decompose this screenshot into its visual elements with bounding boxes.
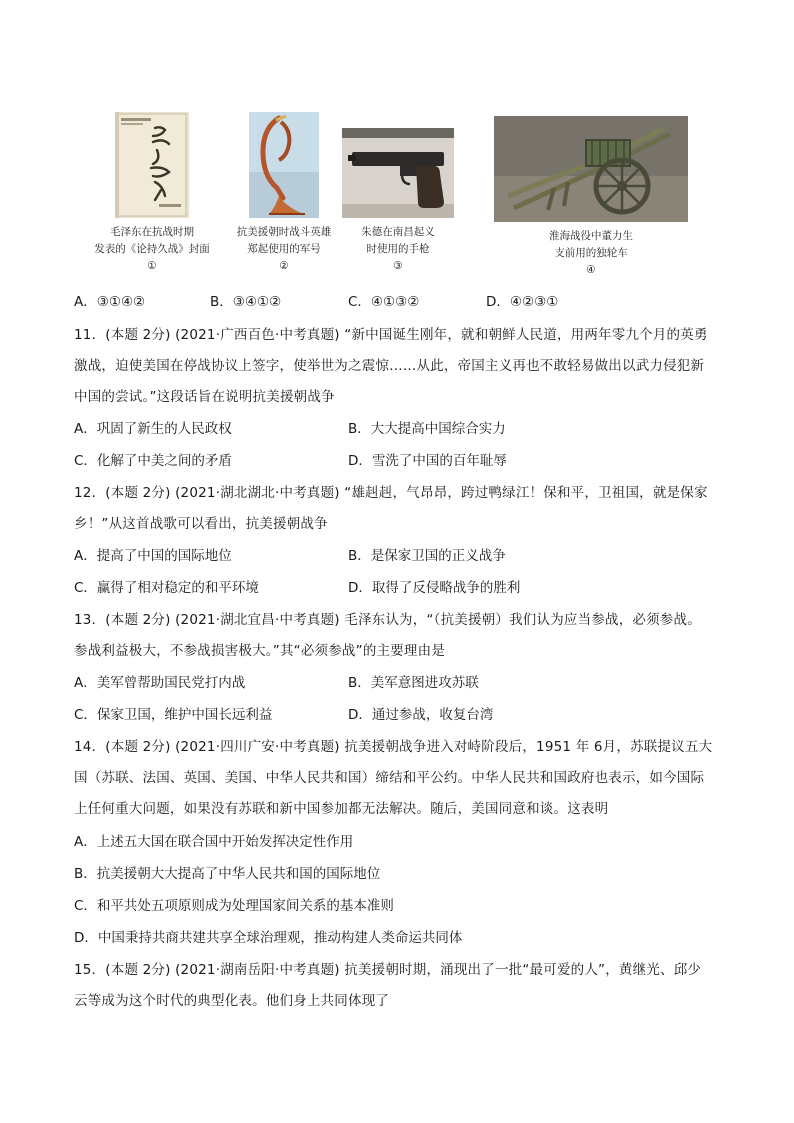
figure-4-caption-line2: 支前用的独轮车 — [554, 247, 628, 259]
q11-option-c[interactable]: C．化解了中美之间的矛盾 — [74, 453, 232, 469]
q11-stem-line1: 11．(本题 2分) (2021·广西百色·中考真题) “新中国诞生刚年，就和朝鲜人民道，用两年零九个月的英勇 — [74, 327, 708, 343]
figure-2-caption-line2: 郑起使用的军号 — [247, 243, 321, 255]
q11-stem-line2: 激战，迫使美国在停战协议上签字，使举世为之震惊……从此，帝国主义再也不敢轻易做出以武力侵犯新 — [74, 358, 705, 374]
figure-3 — [342, 112, 454, 275]
figure-4-marker: ④ — [586, 264, 596, 276]
q10-option-a[interactable]: A．③①④② — [74, 294, 146, 310]
q15-stem-line1: 15．(本题 2分) (2021·湖南岳阳·中考真题) 抗美援朝时期，涌现出了一批“最可爱的人”，黄继光、邱少 — [74, 962, 702, 978]
q11-option-d[interactable]: D．雪洗了中国的百年耻辱 — [348, 453, 507, 469]
q12-option-a[interactable]: A．提高了中国的国际地位 — [74, 548, 232, 564]
q12-option-b[interactable]: B．是保家卫国的正义战争 — [348, 548, 506, 564]
q13-option-b[interactable]: B．美军意图进攻苏联 — [348, 675, 479, 691]
figure-1-marker: ① — [147, 260, 157, 272]
book-cover-image — [115, 112, 189, 218]
q13-option-d[interactable]: D．通过参战，收复台湾 — [348, 707, 494, 723]
figure-1-caption-line1: 毛泽东在抗战时期 — [110, 226, 194, 238]
q12-option-d[interactable]: D．取得了反侵略战争的胜利 — [348, 580, 521, 596]
figure-1 — [86, 112, 218, 275]
q10-option-c[interactable]: C．④①③② — [348, 294, 420, 310]
q13-stem-line2: 参战利益极大，不参战损害极大。”其“必须参战”的主要理由是 — [74, 643, 446, 659]
q12-stem-line2: 乡！”从这首战歌可以看出，抗美援朝战争 — [74, 516, 328, 532]
figure-2-caption-line1: 抗美援朝时战斗英雄 — [236, 226, 332, 238]
figure-3-caption-line2: 时使用的手枪 — [366, 243, 430, 255]
figure-1-caption-line2: 发表的《论持久战》封面 — [94, 243, 210, 255]
q13-option-a[interactable]: A．美军曾帮助国民党打内战 — [74, 675, 246, 691]
q14-stem-line3: 上任何重大问题，如果没有苏联和新中国参加都无法解决。随后，美国同意和谈。这表明 — [74, 801, 609, 817]
bugle-image — [249, 112, 319, 218]
figure-4-caption-line1: 淮海战役中董力生 — [549, 230, 633, 242]
q10-option-d[interactable]: D．④②③① — [486, 294, 559, 310]
q11-option-a[interactable]: A．巩固了新生的人民政权 — [74, 421, 232, 437]
q13-option-c[interactable]: C．保家卫国，维护中国长远利益 — [74, 707, 273, 723]
figure-3-marker: ③ — [393, 260, 403, 272]
q11-option-b[interactable]: B．大大提高中国综合实力 — [348, 421, 506, 437]
q14-stem-line2: 国（苏联、法国、英国、美国、中华人民共和国）缔结和平公约。中华人民共和国政府也表示，如今国际 — [74, 770, 705, 786]
q10-option-b[interactable]: B．③④①② — [210, 294, 282, 310]
q14-option-d[interactable]: D．中国秉持共商共建共享全球治理观，推动构建人类命运共同体 — [74, 930, 463, 946]
q15-stem-line2: 云等成为这个时代的典型化表。他们身上共同体现了 — [74, 993, 390, 1009]
figure-row — [0, 112, 794, 276]
figure-3-caption-line1: 朱德在南昌起义 — [361, 226, 435, 238]
figure-4 — [494, 116, 688, 279]
figure-2 — [228, 112, 340, 275]
wheelbarrow-image — [494, 116, 688, 222]
q14-option-b[interactable]: B．抗美援朝大大提高了中华人民共和国的国际地位 — [74, 866, 381, 882]
q14-option-c[interactable]: C．和平共处五项原则成为处理国家间关系的基本准则 — [74, 898, 394, 914]
q12-option-c[interactable]: C．赢得了相对稳定的和平环境 — [74, 580, 259, 596]
figure-2-marker: ② — [279, 260, 289, 272]
q13-stem-line1: 13．(本题 2分) (2021·湖北宜昌·中考真题) 毛泽东认为，“（抗美援朝）我们认为应当参战，必须参战。 — [74, 612, 701, 628]
q12-stem-line1: 12．(本题 2分) (2021·湖北湖北·中考真题) “雄赳赳，气昂昂，跨过鸭绿江！保和平，卫祖国，就是保家 — [74, 485, 708, 501]
q14-option-a[interactable]: A．上述五大国在联合国中开始发挥决定性作用 — [74, 834, 354, 850]
q14-stem-line1: 14．(本题 2分) (2021·四川广安·中考真题) 抗美援朝战争进入对峙阶段后，1951 年 6月，苏联提议五大 — [74, 739, 713, 755]
q11-stem-line3: 中国的尝试。”这段话旨在说明抗美援朝战争 — [74, 389, 335, 405]
pistol-image — [342, 128, 454, 218]
